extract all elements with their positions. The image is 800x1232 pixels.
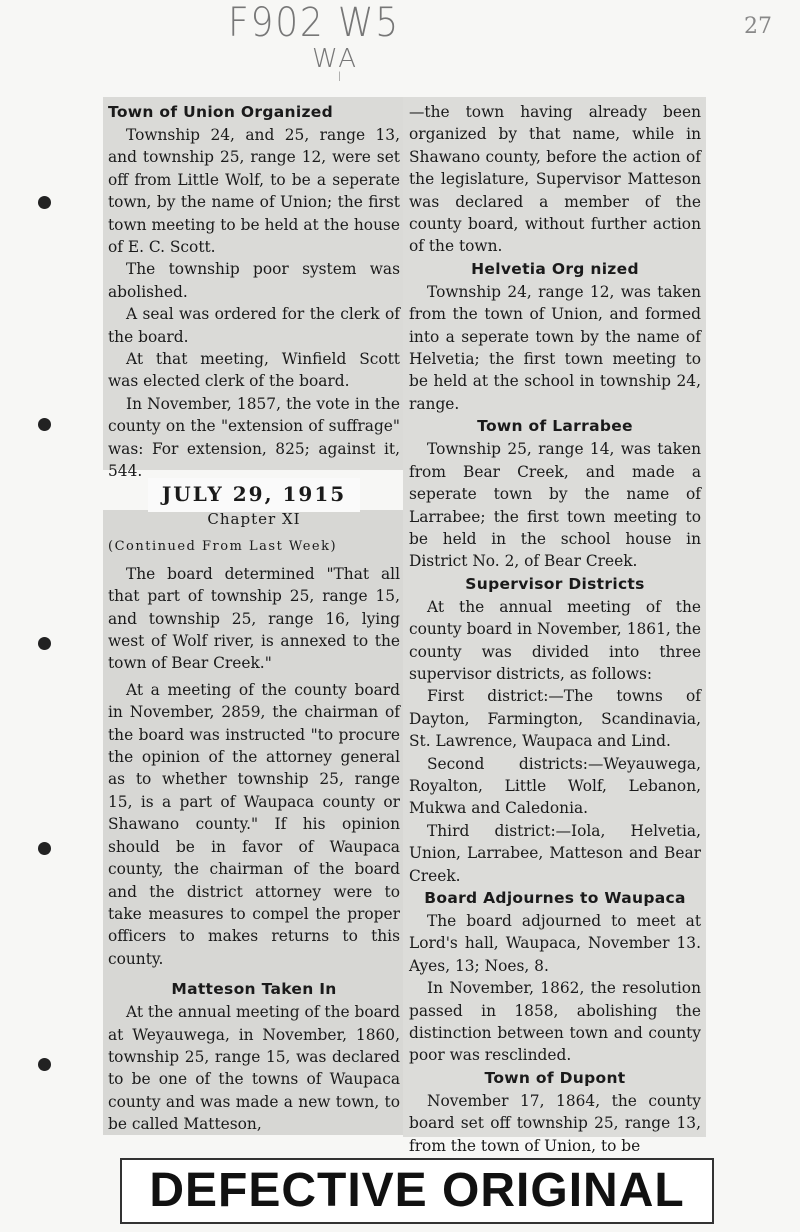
paragraph: Second districts:—Weyauwega, Royalton, Little Wolf, Lebanon, Mukwa and Caledonia. [409,754,701,818]
defective-original-label: DEFECTIVE ORIGINAL [120,1158,714,1224]
paragraph: Third district:—Iola, Helvetia, Union, Larrabee, Matteson and Bear Creek. [409,821,701,885]
paragraph: First district:—The towns of Dayton, Farmington, Scandinavia, St. Lawrence, Waupaca and Lind. [409,687,701,751]
paragraph: In November, 1862, the resolution passed in 1858, abolishing the distinction between town and county poor was resclinded. [409,979,701,1065]
heading-matteson-taken-in: Matteson Taken In [171,980,337,999]
paragraph: November 17, 1864, the county board set off township 25, range 13, from the town of Union, to be [409,1091,701,1155]
paragraph: At the annual meeting of the county board in November, 1861, the county was divided into three supervisor districts, as follows: [409,597,701,683]
binder-hole [38,637,51,650]
heading-town-of-dupont: Town of Dupont [484,1068,626,1087]
heading-town-of-union: Town of Union Organized [108,103,333,121]
binder-hole [38,842,51,855]
paragraph: Township 24, range 12, was taken from the town of Union, and formed into a seperate town by the name of Helvetia; the first town meeting to be held at the school in township 24, range. [409,282,701,413]
paragraph: Township 25, range 14, was taken from Bear Creek, and made a seperate town by the name of Larrabee; the first town meeting to be held in the school house in District No. 2, of Bear Creek. [409,440,701,571]
continued-note: (Continued From Last Week) [108,539,338,555]
binder-hole [38,1058,51,1071]
handwritten-sub-code: WA [312,44,359,74]
chapter-title: Chapter XI [207,510,301,528]
column-c [409,101,701,1157]
heading-helvetia: Helvetia Org nized [471,259,639,278]
binder-hole [38,418,51,431]
paragraph: At that meeting, Winfield Scott was elected clerk of the board. [108,350,400,391]
handwritten-mark: l [338,70,344,84]
column-a [108,101,400,483]
heading-supervisor-districts: Supervisor Districts [465,574,645,593]
binder-hole [38,196,51,209]
paragraph: A seal was ordered for the clerk of the board. [108,305,400,346]
paragraph: Township 24, and 25, range 13, and township 25, range 12, were set off from Little Wolf, to be a seperate town, by the name of Union; the first town meeting to be held at the house of E. C. Scott. [108,126,400,257]
paragraph: The board adjourned to meet at Lord's hall, Waupaca, November 13. Ayes, 13; Noes, 8. [409,912,701,975]
heading-larrabee: Town of Larrabee [477,417,633,436]
paragraph: —the town having already been organized by that name, while in Shawano county, before the action of the legislature, Supervisor Matteson was declared a member of the county board, without further action of the town. [409,103,701,256]
paragraph: The board determined "That all that part of township 25, range 15, and township 25, range 16, lying west of Wolf river, is annexed to the town of Bear Creek." [108,564,400,673]
paragraph: In November, 1857, the vote in the county on the "extension of suffrage" was: For extension, 825; against it, 544. [108,394,400,481]
clipping-date: JULY 29, 1915 [161,482,347,506]
paragraph: At the annual meeting of the board at Weyauwega, in November, 1860, township 25, range 15, was declared to be one of the towns of Waupaca county and was made a new town, to be called Matteson, [108,1003,400,1134]
column-b [108,508,400,1136]
page-number: 27 [744,14,772,39]
heading-board-adjournes: Board Adjournes to Waupaca [424,889,686,907]
paragraph: The township poor system was abolished. [108,260,400,301]
handwritten-catalog-code: F902 W5 [228,0,400,46]
paragraph: At a meeting of the county board in November, 2859, the chairman of the board was instructed "to procure the opinion of the attorney general as to whether township 25, range 15, is a part of Waupaca county or Shawano county." If his opinion should be in favor of Waupaca county, the chairman of the board and the district attorney were to take measures to compel the proper officers to makes returns to this county. [108,680,400,968]
